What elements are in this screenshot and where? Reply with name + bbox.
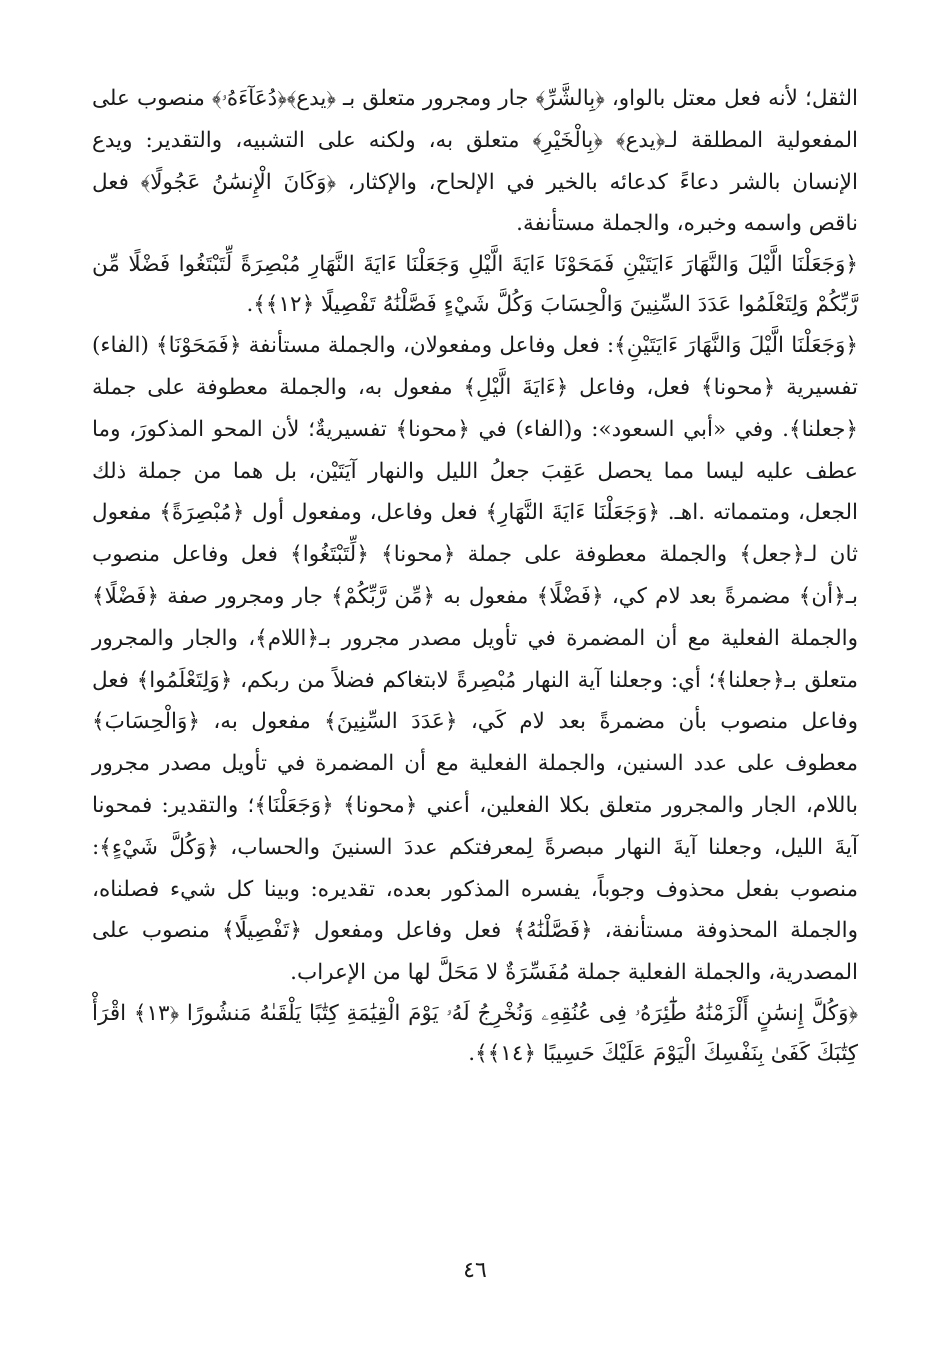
page-body xyxy=(92,78,858,1074)
quran-verse-13-14: ﴿وَكُلَّ إِنسَٰنٍ أَلْزَمْنَٰهُ طَٰٓئِرَهُۥ فِى عُنُقِهِۦ وَنُخْرِجُ لَهُۥ يَوْمَ الْقِيَٰمَةِ كِتَٰبًا يَلْقَىٰهُ مَنشُورًا ﴿١٣﴾ اقْرَأْ كِتَٰبَكَ كَفَىٰ بِنَفْسِكَ الْيَوْمَ عَلَيْكَ حَسِيبًا ﴿١٤﴾﴾. xyxy=(92,1000,858,1066)
quran-verse-12: ﴿وَجَعَلْنَا الَّيْلَ وَالنَّهَارَ ءَايَتَيْنِ فَمَحَوْنَا ءَايَةَ الَّيْلِ وَجَعَلْنَا ءَايَةَ النَّهَارِ مُبْصِرَةً لِّتَبْتَغُوا فَضْلًا مِّن رَّبِّكُمْ وَلِتَعْلَمُوا عَدَدَ السِّنِينَ وَالْحِسَابَ وَكُلَّ شَيْءٍ فَصَّلْنَٰهُ تَفْصِيلًا ﴿١٢﴾﴾. xyxy=(92,252,858,318)
page-number: ٤٦ xyxy=(463,1258,487,1283)
paragraph-grammar-note: الثقل؛ لأنه فعل معتل بالواو، ﴿بِالشَّرِّ﴾ جار ومجرور متعلق بـ ﴿يدع﴾﴿دُعَآءَهُۥ﴾ منصوب على المفعولية المطلقة لـ﴿يدع﴾ ﴿بِالْخَيْرِ﴾ متعلق به، ولكنه على التشبيه، والتقدير: ويدع الإنسان بالشر دعاءً كدعائه بالخير في الإلحاح، والإكثار، ﴿وَكَانَ الْإِنسَٰنُ عَجُولًا﴾ فعل ناقص واسمه وخبره، والجملة مستأنفة. xyxy=(92,86,858,237)
paragraph-verse-12-analysis: ﴿وَجَعَلْنَا الَّيْلَ وَالنَّهَارَ ءَايَتَيْنِ﴾: فعل وفاعل ومفعولان، والجملة مستأنفة ﴿فَمَحَوْنَا﴾ (الفاء) تفسيرية ﴿محونا﴾ فعل، وفاعل ﴿ءَايَةَ الَّيْلِ﴾ مفعول به، والجملة معطوفة على جملة ﴿جعلنا﴾. وفي «أبي السعود»: و(الفاء) في ﴿محونا﴾ تفسيريةٌ؛ لأن المحو المذكورَ، وما عطف عليه ليسا مما يحصل عَقِبَ جعلُ الليل والنهار آيَتَيْن، بل هما من جملة ذلك الجعل، ومتمماته .اهـ. ﴿وَجَعَلْنَا ءَايَةَ النَّهَارِ﴾ فعل وفاعل، ومفعول أول ﴿مُبْصِرَةً﴾ مفعول ثان لـ﴿جعل﴾ والجملة معطوفة على جملة ﴿محونا﴾ ﴿لِّتَبْتَغُوا﴾ فعل وفاعل منصوب بـ﴿أن﴾ مضمرةً بعد لام كي، ﴿فَضْلًا﴾ مفعول به ﴿مِّن رَّبِّكُمْ﴾ جار ومجرور صفة ﴿فَضْلًا﴾ والجملة الفعلية مع أن المضمرة في تأويل مصدر مجرور بـ﴿اللام﴾، والجار والمجرور متعلق بـ﴿جعلنا﴾؛ أي: وجعلنا آية النهار مُبْصِرةً لابتغاكم فضلاً من ربكم، ﴿وَلِتَعْلَمُوا﴾ فعل وفاعل منصوب بأن مضمرةً بعد لام كَي، ﴿عَدَدَ السِّنِينَ﴾ مفعول به، ﴿وَالْحِسَابَ﴾ معطوف على عدد السنين، والجملة الفعلية مع أن المضمرة في تأويل مصدر مجرور باللام، الجار والمجرور متعلق بكلا الفعلين، أعني ﴿محونا﴾ ﴿وَجَعَلْنَا﴾؛ والتقدير: فمحونا آيةَ الليل، وجعلنا آيةَ النهار مبصرةً لِمعرفتكم عددَ السنينَ والحساب، ﴿وَكُلَّ شَيْءٍ﴾: منصوب بفعل محذوف وجوباً، يفسره المذكور بعده، تقديره: وبينا كل شيء فصلناه، والجملة المحذوفة مستأنفة، ﴿فَصَّلْنَٰهُ﴾ فعل وفاعل ومفعول ﴿تَفْصِيلًا﴾ منصوب على المصدرية، والجملة الفعلية جملة مُفَسِّرَةٌ لا مَحَلَّ لها من الإعراب. xyxy=(92,333,858,986)
